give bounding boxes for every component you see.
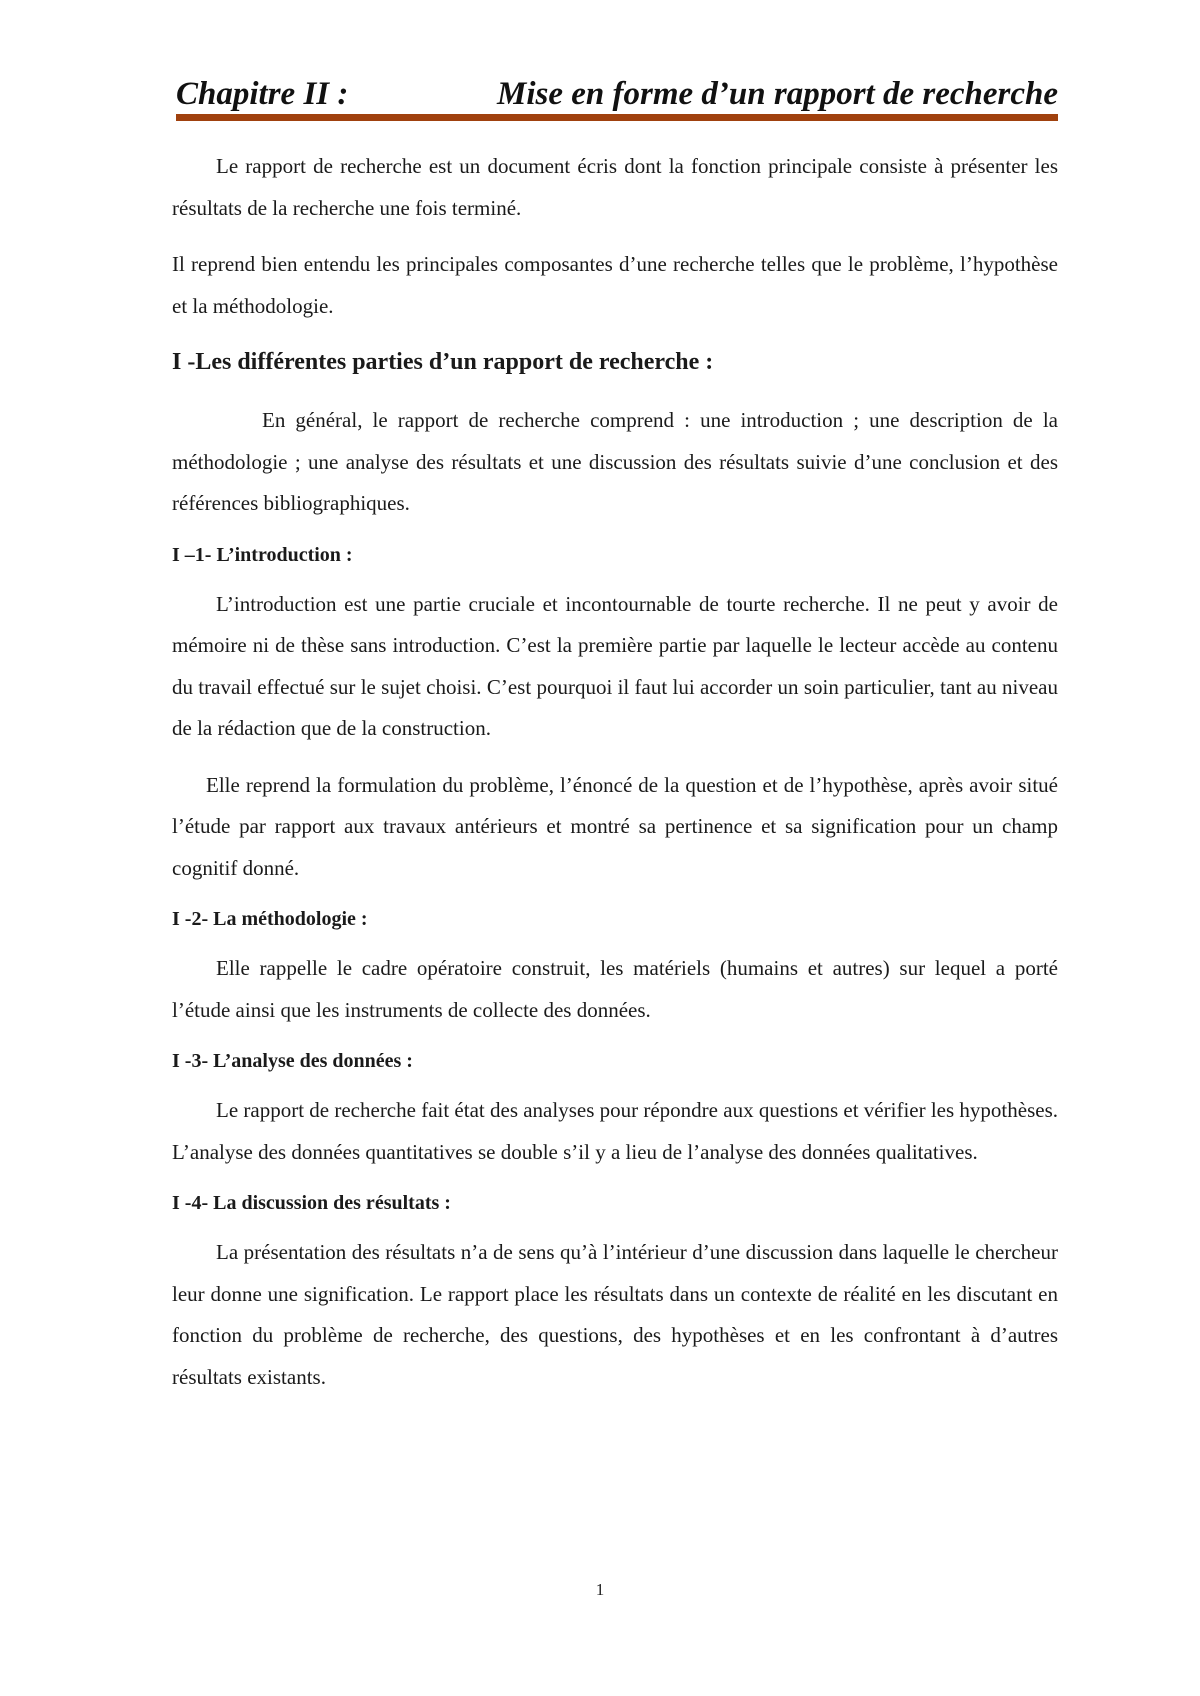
section-heading-parts: I -Les différentes parties d’un rapport de recherche : [172,349,714,375]
data-analysis-paragraph: Le rapport de recherche fait état des analyses pour répondre aux questions et vérifier les hypothèses. L’analyse des données quantitatives se double s’il y a lieu de l’analyse des données qualitatives. [172,1098,1058,1164]
header-chapter-label: Chapitre II : [176,76,349,112]
subsection-heading-data-analysis: I -3- L’analyse des données : [172,1050,413,1072]
discussion-paragraph: La présentation des résultats n’a de sens qu’à l’intérieur d’une discussion dans laquelle le chercheur leur donne une signification. Le rapport place les résultats dans un contexte de réalité en les discutant en fonction du problème de recherche, des questions, des hypothèses et en les confrontant à d’autres résultats existants. [172,1240,1058,1389]
header-divider [176,114,1058,121]
intro-paragraph-1: Le rapport de recherche est un document écris dont la fonction principale consiste à présenter les résultats de la recherche une fois terminé. [172,154,1058,220]
introduction-paragraph-1: L’introduction est une partie cruciale et incontournable de tourte recherche. Il ne peut y avoir de mémoire ni de thèse sans introduction. C’est la première partie par laquelle le lecteur accède au contenu du travail effectué sur le sujet choisi. C’est pourquoi il faut lui accorder un soin particulier, tant au niveau de la rédaction que de la construction. [172,591,1058,740]
introduction-paragraph-2: Elle reprend la formulation du problème, l’énoncé de la question et de l’hypothèse, après avoir situé l’étude par rapport aux travaux antérieurs et montré sa pertinence et sa signification pour un champ cognitif donné. [172,772,1058,880]
subsection-heading-methodology: I -2- La méthodologie : [172,908,368,930]
header-chapter-title: Mise en forme d’un rapport de recherche [497,76,1058,112]
subsection-heading-introduction: I –1- L’introduction : [172,543,353,566]
subsection-heading-discussion: I -4- La discussion des résultats : [172,1192,451,1214]
section-parts-paragraph: En général, le rapport de recherche comprend : une introduction ; une description de la méthodologie ; une analyse des résultats et une discussion des résultats suivie d’une conclusion et des références bibliographiques. [172,408,1058,515]
running-header [176,70,1058,118]
page-body [172,146,1058,1413]
methodology-paragraph: Elle rappelle le cadre opératoire construit, les matériels (humains et autres) sur lequel a porté l’étude ainsi que les instruments de collecte des données. [172,956,1058,1022]
intro-paragraph-2: Il reprend bien entendu les principales composantes d’une recherche telles que le problème, l’hypothèse et la méthodologie. [172,252,1058,318]
page-number: 1 [595,1580,605,1599]
